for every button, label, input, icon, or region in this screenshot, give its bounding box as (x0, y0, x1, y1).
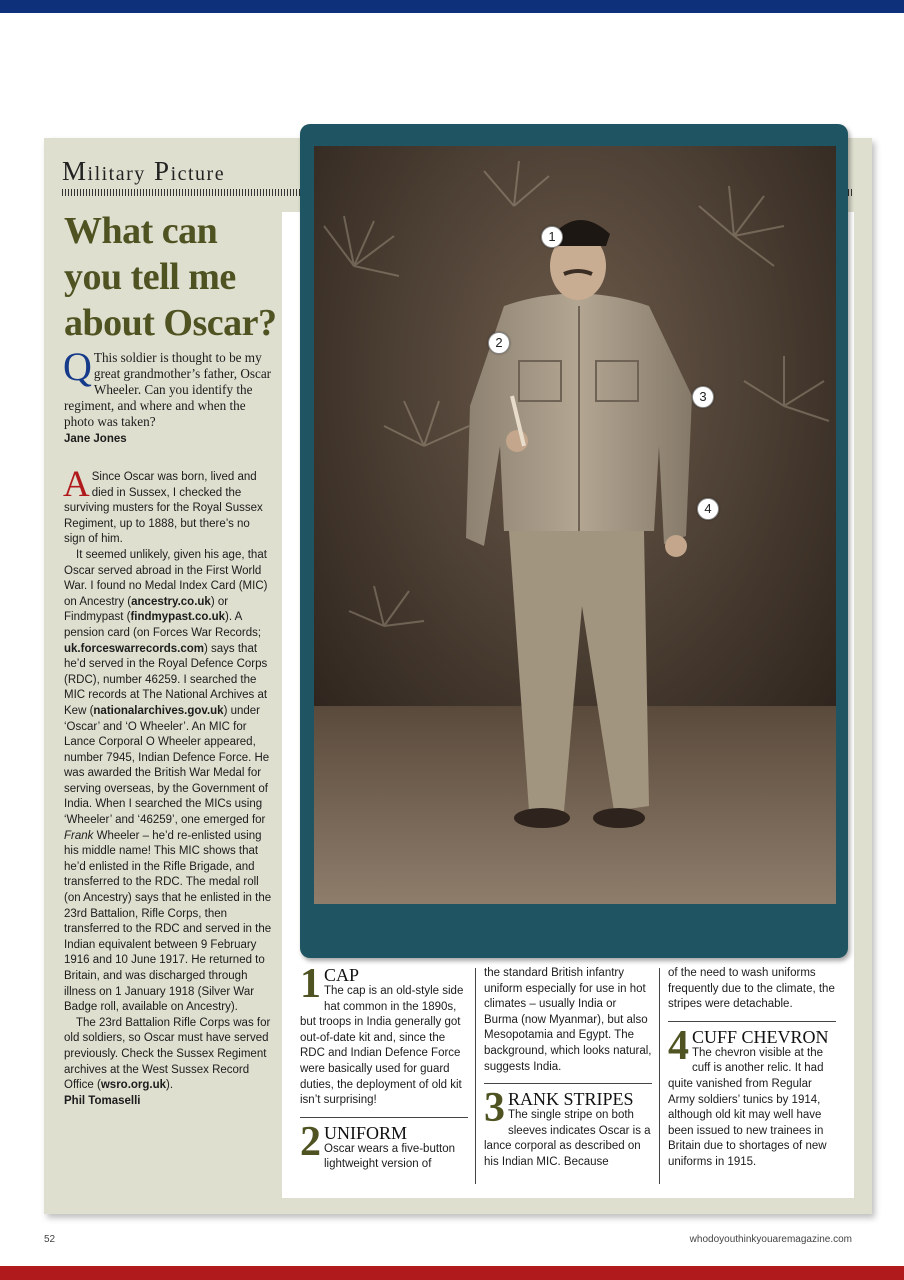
soldier-photograph (314, 146, 836, 904)
divider (300, 1117, 468, 1118)
item-text: The cap is an old-style side hat common in the 1890s, but troops in India generally got out-of-date kit and, since the RDC and Indian Defence Force were basically used for guard duties, the deployment of old kit isn’t surprising! (300, 985, 464, 1107)
item-number: 3 (484, 1085, 505, 1132)
section-title: Military Picture (62, 156, 226, 186)
question-author: Jane Jones (64, 433, 127, 445)
item-heading: CUFF CHEVRON (692, 1026, 829, 1047)
item-heading: RANK STRIPES (508, 1089, 634, 1110)
divider (668, 1021, 836, 1022)
item-number: 1 (300, 961, 321, 1007)
item-text: of the need to wash uniforms frequently due to the climate, the stripes were detachable. (668, 967, 835, 1011)
item-heading: UNIFORM (324, 1122, 408, 1143)
question-text: This soldier is thought to be my great grandmother’s father, Oscar Wheeler. Can you identify the regiment, and where and when the photo was taken? (64, 350, 272, 429)
link-forceswarrecords: uk.forceswarrecords.com (64, 642, 204, 655)
link-wsro: wsro.org.uk (100, 1079, 167, 1092)
item-number: 2 (300, 1118, 321, 1165)
answer-paragraph-1: A Since Oscar was born, lived and died in Sussex, I checked the surviving musters for the Royal Sussex Regiment, up to 1888, but there’s no sign of him. (63, 464, 263, 546)
column-rule (659, 968, 660, 1184)
caption-column-2 (484, 966, 652, 1171)
website-url[interactable]: whodoyouthinkyouaremagazine.com (689, 1234, 852, 1245)
link-nationalarchives: nationalarchives.gov.uk (93, 704, 224, 717)
caption-column-3 (668, 966, 836, 1171)
link-findmypast: findmypast.co.uk (130, 611, 226, 624)
marker-1: 1 (541, 226, 563, 248)
section-rule-end (848, 189, 852, 196)
reader-question (63, 344, 272, 447)
item-heading: CAP (324, 965, 360, 985)
answer-dropcap: A (63, 464, 90, 505)
item-text: Oscar wears a five-button lightweight version of (324, 1142, 456, 1171)
caption-column-1 (300, 961, 468, 1173)
page-number: 52 (44, 1234, 56, 1245)
expert-answer (63, 464, 272, 1109)
bottom-color-bar (0, 1266, 904, 1280)
link-ancestry: ancestry.co.uk (131, 595, 211, 608)
divider (484, 1083, 652, 1084)
section-rule (62, 189, 307, 196)
item-text: the standard British infantry uniform especially for use in hot climates – usually India or Burma (now Myanmar), but also Mesopotamia and Egypt. The background, which looks natural, suggests India. (484, 967, 652, 1073)
item-text: The chevron visible at the cuff is another relic. It had quite vanished from Regular Army soldiers’ tunics by 1914, although old kit may well have been issued to new trainees in Britain due to shortages of new uniforms in 1915. (668, 1046, 827, 1168)
marker-2: 2 (488, 332, 510, 354)
column-rule (475, 968, 476, 1184)
answer-paragraph-2: It seemed unlikely, given his age, that Oscar served abroad in the First World War. I found no Medal Index Card (MIC) on Ancestry (ancestry.co.uk) or Findmypast (findmypast.co.uk). A pension card (on Forces War Records; uk.forceswarrecords.com) says that he’d served in the Royal Defence Corps (RDC), number 46259. I searched the MIC records at The National Archives at Kew (nationalarchives.gov.uk) under ‘Oscar’ and ‘O Wheeler’. An MIC for Lance Corporal O Wheeler appeared, number 7945, Indian Defence Force. He was awarded the British War Medal for serving overseas, by the Government of India. When I searched the MICs using ‘Wheeler’ and ‘46259’, one emerged for Frank Wheeler – he’d re-enlisted using his middle name! This MIC shows that he’d enlisted in the Rifle Brigade, and transferred to the RDC. The medal roll (on Ancestry) says that he enlisted in the 23rd Battalion, Rifle Corps, then transferred to the RDC and served in the Indian equivalent between 9 February 1916 and 10 June 1917. He returned to Britain, and was discharged through illness on 1 January 1918 (Silver War Badge roll, available on Ancestry). (64, 548, 272, 1014)
top-color-bar (0, 0, 904, 13)
answer-author: Phil Tomaselli (64, 1094, 141, 1107)
marker-3: 3 (692, 386, 714, 408)
item-number: 4 (668, 1022, 689, 1069)
answer-paragraph-3: The 23rd Battalion Rifle Corps was for old soldiers, so Oscar must have served previously. Check the Sussex Regiment archives at the West Sussex Record Office (wsro.org.uk). Phil Tomaselli (64, 1016, 271, 1107)
item-text: The single stripe on both sleeves indicates Oscar is a lance corporal as described on his Indian MIC. Because (484, 1109, 651, 1168)
photo-illustration (314, 146, 836, 904)
question-dropcap: Q (63, 344, 92, 389)
marker-4: 4 (697, 498, 719, 520)
headline: What can you tell me about Oscar? (64, 210, 277, 344)
